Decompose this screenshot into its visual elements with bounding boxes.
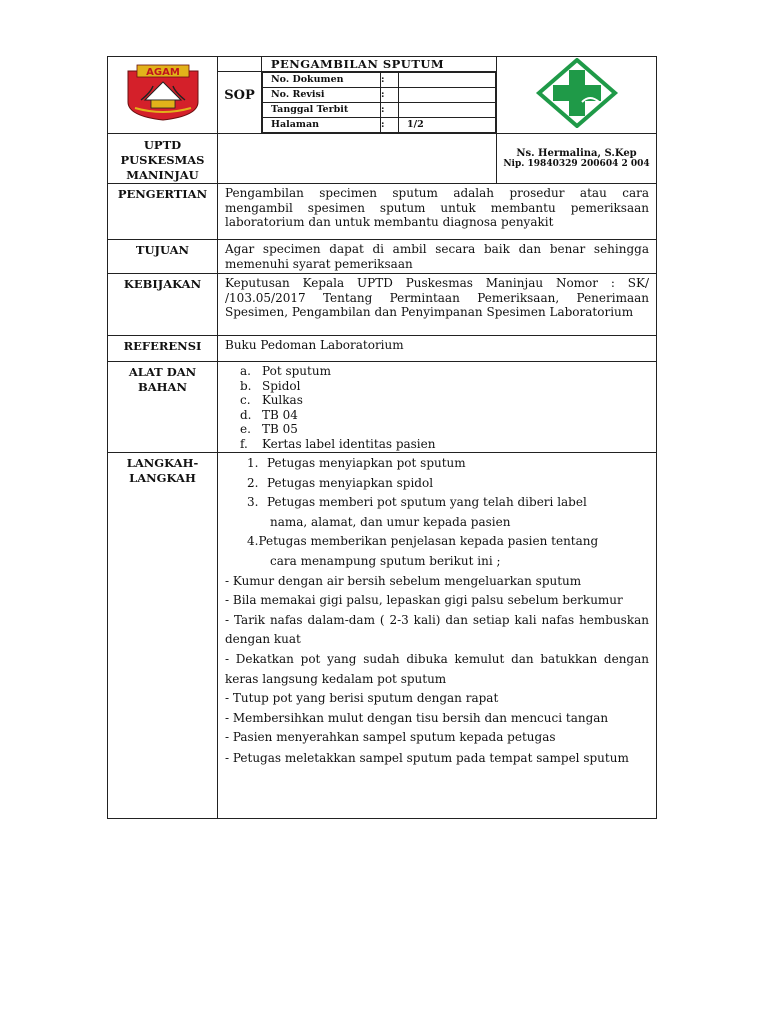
field-label: No. Dokumen	[263, 73, 381, 88]
step-text: Petugas menyiapkan pot sputum	[267, 456, 466, 470]
field-value: 1/2	[399, 118, 496, 133]
list-item	[240, 393, 656, 408]
sop-document	[107, 56, 656, 819]
list-key: e.	[240, 422, 251, 436]
bullet-item: - Dekatkan pot yang sudah dibuka kemulut dan batukkan dengan keras langsung kedalam pot sputum	[225, 651, 649, 686]
list-text: Pot sputum	[262, 364, 331, 378]
step-item	[225, 493, 649, 513]
bullet-item: - Membersihkan mulut dengan tisu bersih dan mencuci tangan	[225, 710, 609, 725]
field-value	[399, 88, 496, 103]
bullet-item: - Kumur dengan air bersih sebelum mengeluarkan sputum	[225, 573, 582, 588]
org-line: MANINJAU	[126, 168, 199, 182]
field-row	[263, 73, 496, 88]
section-steps-langkah	[218, 453, 657, 819]
list-text: Kertas label identitas pasien	[262, 436, 436, 451]
section-text-kebijakan: Keputusan Kepala UPTD Puskesmas Maninjau Nomor : SK/ /103.05/2017 Tentang Permintaan Pemeriksaan, Penerimaan Spesimen, Pengambilan dan Penyimpanan Spesimen Laboratorium	[218, 274, 657, 336]
field-sep: :	[381, 88, 399, 103]
list-text: TB 05	[262, 422, 298, 436]
org-line: UPTD	[143, 138, 182, 152]
field-value	[399, 73, 496, 88]
document-fields	[262, 72, 496, 133]
list-item	[240, 364, 656, 379]
section-text-referensi: Buku Pedoman Laboratorium	[218, 336, 657, 362]
step-continuation: cara menampung sputum berikut ini ;	[270, 553, 501, 568]
org-line: PUSKESMAS	[120, 153, 205, 167]
section-label-referensi: REFERENSI	[108, 336, 218, 362]
field-label: Halaman	[263, 118, 381, 133]
step-text: Petugas menyiapkan spidol	[267, 475, 434, 490]
bullet-item: - Tarik nafas dalam-dam ( 2-3 kali) dan setiap kali nafas hembuskan dengan kuat	[225, 612, 649, 647]
document-title: PENGAMBILAN SPUTUM	[218, 57, 497, 72]
section-text-pengertian: Pengambilan specimen sputum adalah prosedur atau cara mengambil spesimen sputum untuk membantu pemeriksaan laboratorium dan untuk membantu diagnosa penyakit	[218, 184, 657, 240]
label-line: LANGKAH-	[126, 456, 199, 470]
section-text-tujuan: Agar specimen dapat di ambil secara baik dan benar sehingga memenuhi syarat pemeriksaan	[218, 240, 657, 274]
field-sep: :	[381, 118, 399, 133]
label-line: ALAT DAN	[128, 365, 197, 379]
field-row	[263, 103, 496, 118]
section-list-alat	[218, 362, 657, 453]
logo-text: AGAM	[145, 67, 180, 78]
list-key: f.	[240, 436, 248, 451]
signature-block	[497, 134, 657, 184]
sop-label: SOP	[218, 57, 262, 134]
bullet-item: - Pasien menyerahkan sampel sputum kepada petugas	[225, 730, 556, 745]
field-row	[263, 88, 496, 103]
section-label-kebijakan: KEBIJAKAN	[108, 274, 218, 336]
list-key: a.	[240, 364, 251, 378]
field-sep: :	[381, 103, 399, 118]
sop-table	[107, 56, 657, 819]
organization-name	[108, 134, 218, 184]
step-text: Petugas memberi pot sputum yang telah diberi label	[267, 495, 587, 510]
step-key: 2.	[247, 475, 259, 490]
list-item	[240, 437, 656, 452]
signer-name: Ns. Hermalina, S.Kep	[516, 148, 637, 159]
section-label-tujuan: TUJUAN	[108, 240, 218, 274]
section-label-langkah	[108, 453, 218, 819]
list-item	[240, 379, 656, 394]
health-cross-icon	[535, 58, 619, 128]
agam-logo-icon	[123, 64, 203, 122]
list-item	[240, 408, 656, 423]
list-text: TB 04	[262, 407, 298, 422]
step-item: 4.Petugas memberikan penjelasan kepada pasien tentang	[247, 534, 599, 549]
section-label-alat	[108, 362, 218, 453]
list-text: Kulkas	[262, 393, 303, 407]
step-item	[225, 474, 649, 494]
header-info	[262, 57, 497, 134]
signer-nip: Nip. 19840329 200604 2 004	[503, 159, 650, 169]
section-label-pengertian: PENGERTIAN	[108, 184, 218, 240]
list-key: c.	[240, 393, 251, 407]
step-continuation: nama, alamat, dan umur kepada pasien	[270, 514, 511, 529]
step-key: 1.	[247, 456, 259, 470]
list-key: b.	[240, 378, 252, 393]
bullet-item: - Tutup pot yang berisi sputum dengan rapat	[225, 691, 499, 706]
label-line: BAHAN	[138, 380, 187, 394]
blank-cell	[218, 134, 497, 184]
puskesmas-logo-cell	[497, 57, 657, 134]
list-key: d.	[240, 407, 252, 422]
list-item	[240, 422, 656, 437]
step-item	[225, 454, 649, 474]
bullet-item: - Petugas meletakkan sampel sputum pada tempat sampel sputum	[225, 750, 629, 765]
field-label: No. Revisi	[263, 88, 381, 103]
label-line: LANGKAH	[129, 471, 196, 485]
bullet-item: - Bila memakai gigi palsu, lepaskan gigi palsu sebelum berkumur	[225, 593, 623, 608]
field-value	[399, 103, 496, 118]
field-sep: :	[381, 73, 399, 88]
list-text: Spidol	[262, 378, 301, 393]
field-row	[263, 118, 496, 133]
logo-cell	[108, 57, 218, 134]
step-key: 3.	[247, 495, 259, 510]
field-label: Tanggal Terbit	[263, 103, 381, 118]
